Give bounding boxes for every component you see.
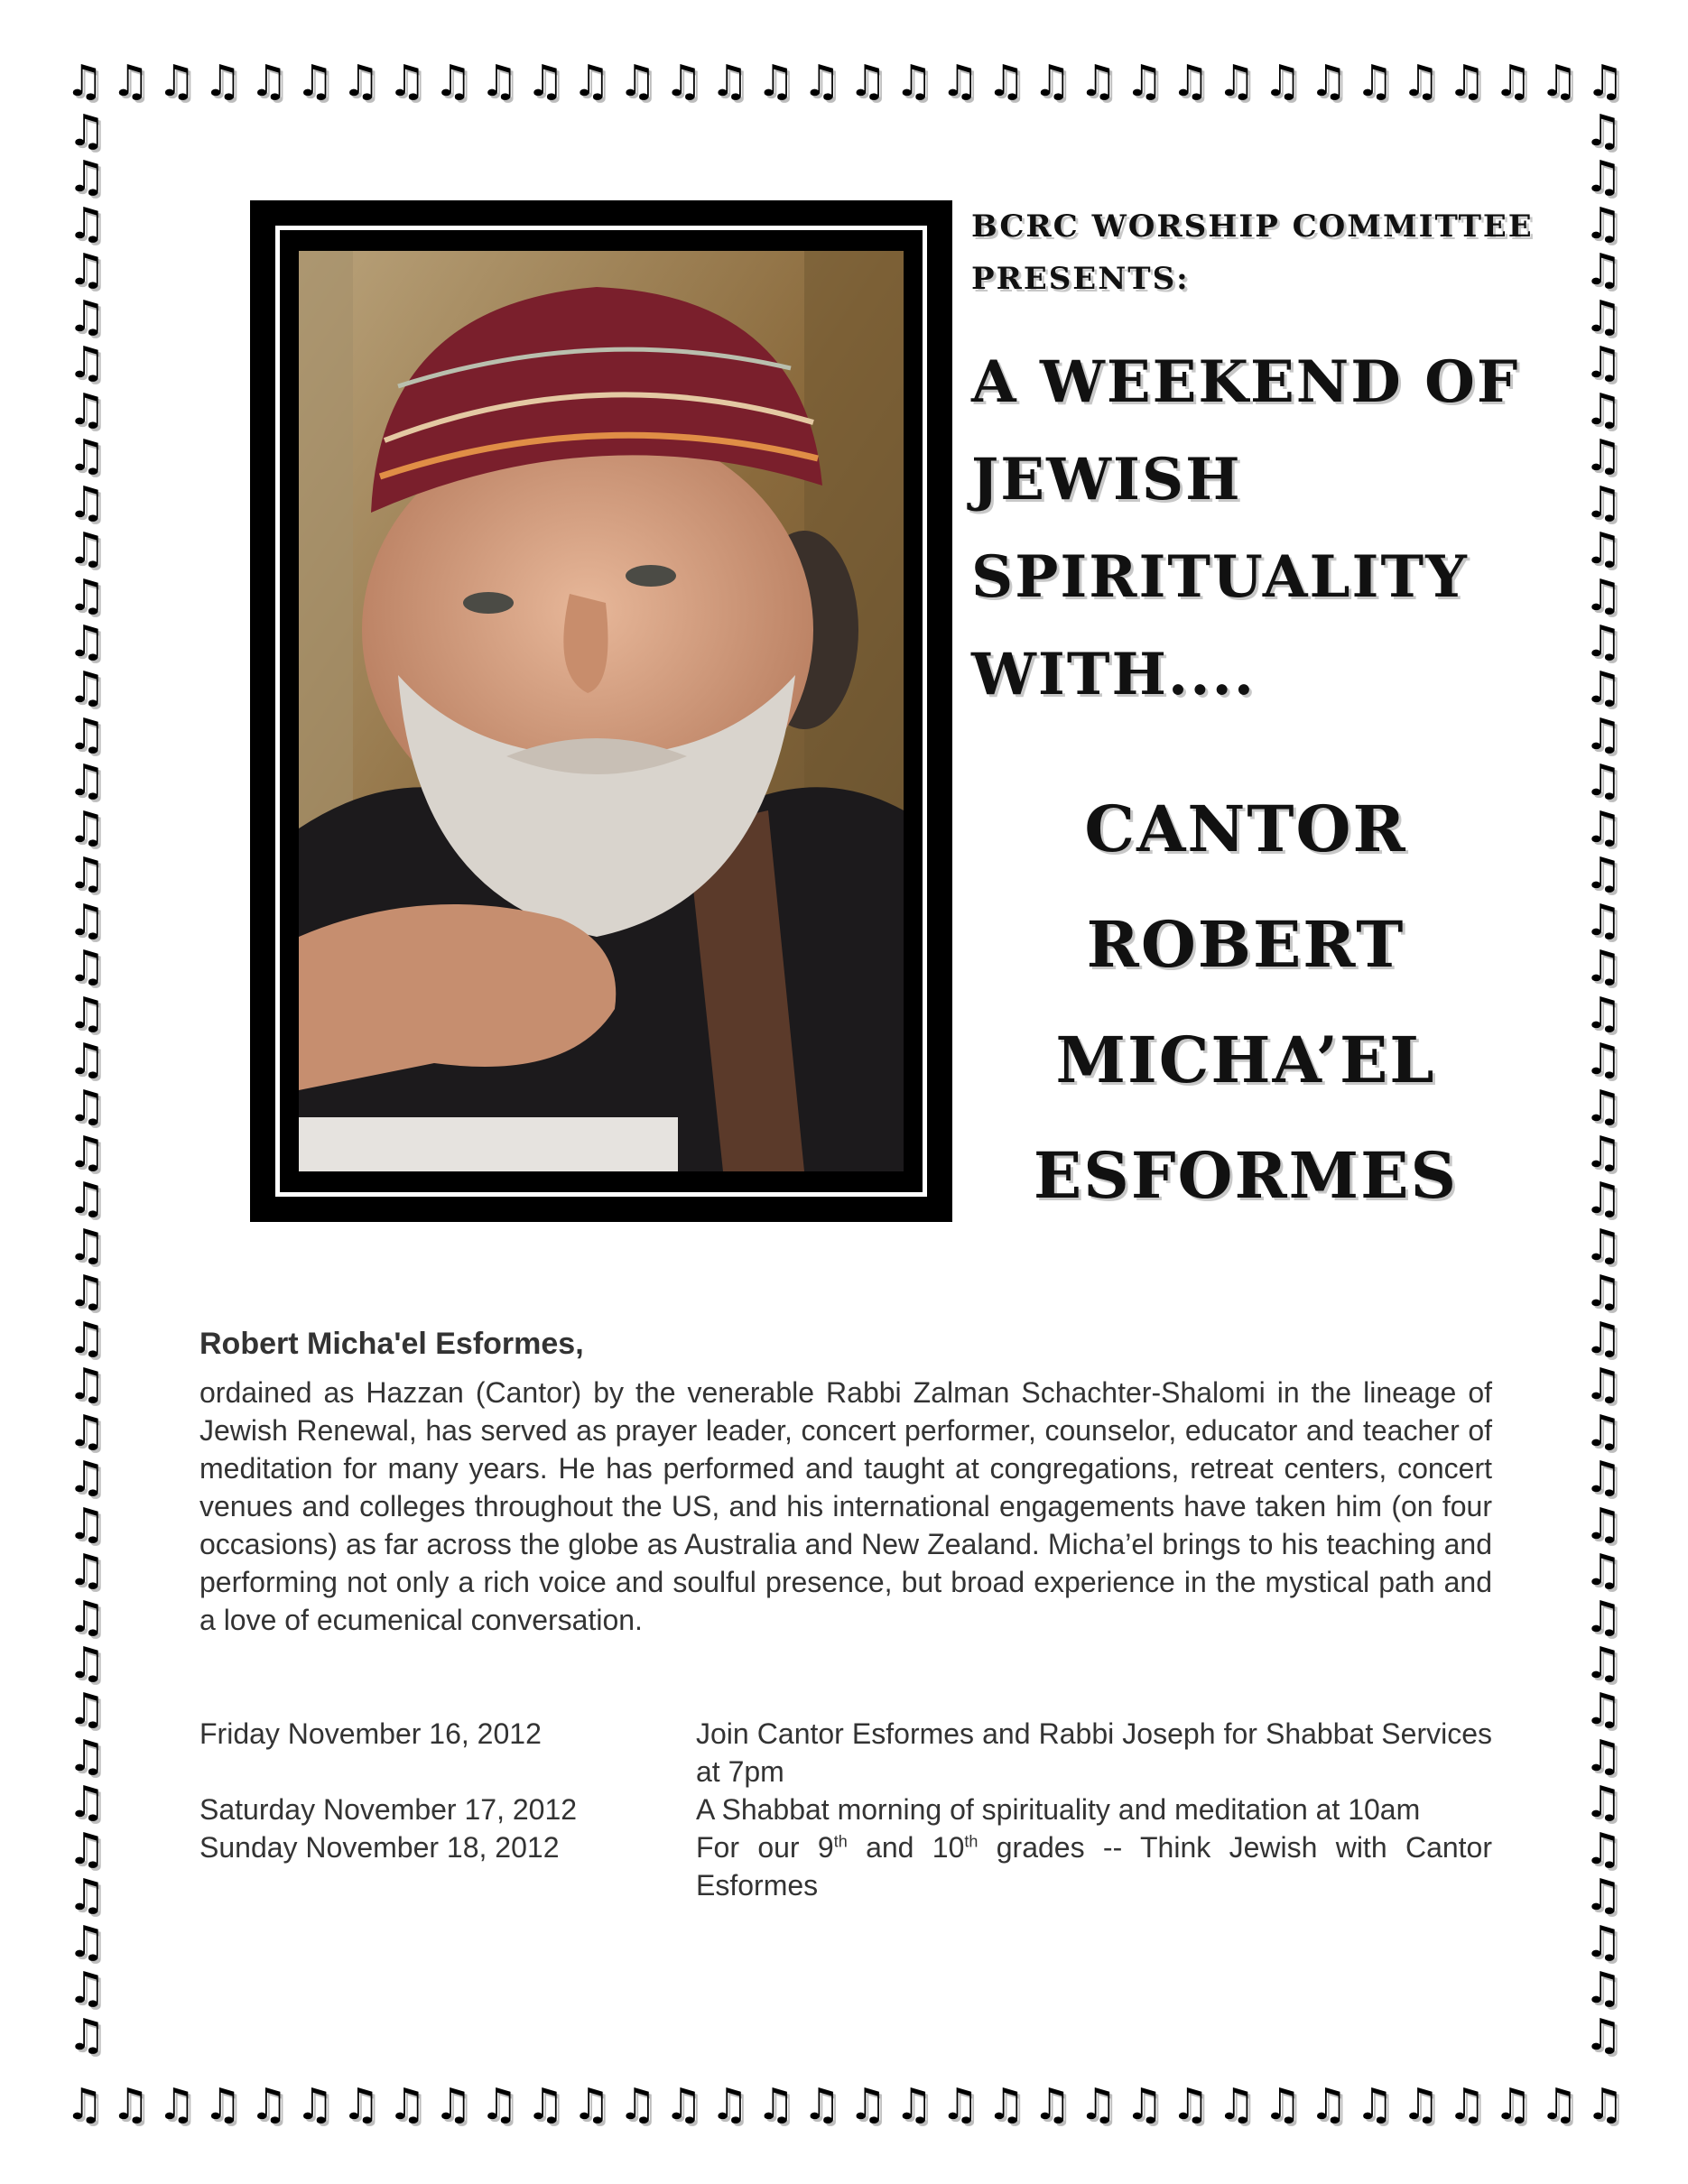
music-note-icon: ♫ [1583,1730,1623,1781]
music-note-icon: ♫ [67,1637,107,1689]
music-note-icon: ♫ [67,1870,107,1921]
music-note-icon: ♫ [1583,1777,1623,1828]
cantor-name [1011,772,1480,1234]
border-right [1578,108,1628,2058]
name-line-1: CANTOR [1084,791,1407,866]
music-note-icon: ♫ [67,1219,107,1271]
music-note-icon: ♫ [1583,152,1623,203]
event-date: Sunday November 18, 2012 [199,1831,560,1864]
music-note-icon: ♫ [249,56,289,106]
music-note-icon: ♫ [295,56,335,106]
music-note-icon: ♫ [1583,1498,1623,1550]
music-note-icon: ♫ [341,2079,381,2130]
music-note-icon: ♫ [67,1823,107,1874]
music-note-icon: ♫ [67,569,107,621]
music-note-icon: ♫ [571,56,611,106]
border-bottom [65,2079,1625,2130]
music-note-icon: ♫ [1583,1405,1623,1457]
music-note-icon: ♫ [848,56,887,106]
music-note-icon: ♫ [67,708,107,760]
music-note-icon: ♫ [67,338,107,389]
music-note-icon: ♫ [67,941,107,993]
music-note-icon: ♫ [67,152,107,203]
music-note-icon: ♫ [67,1266,107,1318]
music-note-icon: ♫ [67,245,107,296]
music-note-icon: ♫ [1583,291,1623,342]
event-title [971,334,1519,724]
music-note-icon: ♫ [67,1684,107,1735]
music-note-icon: ♫ [710,56,749,106]
music-note-icon: ♫ [1309,56,1349,106]
music-note-icon: ♫ [1583,430,1623,482]
music-note-icon: ♫ [617,2079,657,2130]
music-note-icon: ♫ [1583,1916,1623,1967]
music-note-icon: ♫ [1583,1684,1623,1735]
music-note-icon: ♫ [1171,56,1210,106]
music-note-icon: ♫ [1309,2079,1349,2130]
music-note-icon: ♫ [1032,2079,1072,2130]
event-desc-part-c: grades -- Think Jewish with Cantor Esformes [696,1831,1493,1902]
presenter-line-1: BCRC WORSHIP COMMITTEE [971,208,1534,245]
music-note-icon: ♫ [1355,2079,1395,2130]
music-note-icon: ♫ [1493,56,1533,106]
music-note-icon: ♫ [986,2079,1025,2130]
music-note-icon: ♫ [65,2079,105,2130]
music-note-icon: ♫ [1583,848,1623,900]
music-note-icon: ♫ [1447,56,1487,106]
music-note-icon: ♫ [67,1312,107,1364]
music-note-icon: ♫ [67,1777,107,1828]
music-note-icon: ♫ [525,56,565,106]
music-note-icon: ♫ [295,2079,335,2130]
music-note-icon: ♫ [67,1126,107,1178]
title-line-1: A WEEKEND OF [971,348,1520,416]
music-note-icon: ♫ [67,291,107,342]
music-note-icon: ♫ [802,2079,841,2130]
title-line-2: JEWISH [971,446,1242,514]
music-note-icon: ♫ [67,848,107,900]
music-note-icon: ♫ [1583,2009,1623,2058]
music-note-icon: ♫ [1539,2079,1579,2130]
music-note-icon: ♫ [1263,2079,1303,2130]
music-note-icon: ♫ [67,1080,107,1132]
music-note-icon: ♫ [802,56,841,106]
music-note-icon: ♫ [1171,2079,1210,2130]
bio-paragraph: ordained as Hazzan (Cantor) by the venerable Rabbi Zalman Schachter-Shalomi in the lineage of Jewish Renewal, has served as prayer leader, concert performer, counselor, educator and teacher of meditation for many years. He has performed and taught at congregations, retreat centers, concert venues and colleges throughout the US, and his international engagements have taken him (on four occasions) as far across the globe as Australia and New Zealand. Micha’el brings to his teaching and performing not only a rich voice and soulful presence, but broad experience in the mystical path and a love of ecumenical conversation. [199,1376,1492,1636]
music-note-icon: ♫ [479,2079,519,2130]
portrait-illustration [299,251,904,1171]
music-note-icon: ♫ [1583,941,1623,993]
music-note-icon: ♫ [1032,56,1072,106]
music-note-icon: ♫ [387,56,427,106]
event-desc-part-b: and 10 [847,1831,965,1864]
music-note-icon: ♫ [1539,56,1579,106]
music-note-icon: ♫ [67,108,107,156]
music-note-icon: ♫ [1583,662,1623,714]
music-note-icon: ♫ [203,56,243,106]
music-note-icon: ♫ [1263,56,1303,106]
music-note-icon: ♫ [940,2079,979,2130]
music-note-icon: ♫ [663,56,703,106]
music-note-icon: ♫ [65,56,105,106]
music-note-icon: ♫ [67,1545,107,1596]
music-note-icon: ♫ [1583,1126,1623,1178]
music-note-icon: ♫ [1583,1870,1623,1921]
border-left [61,108,112,2058]
music-note-icon: ♫ [67,2009,107,2058]
music-note-icon: ♫ [1583,477,1623,528]
music-note-icon: ♫ [1447,2079,1487,2130]
music-note-icon: ♫ [67,523,107,575]
event-row-friday [199,1715,1492,1791]
title-line-3: SPIRITUALITY [971,543,1469,611]
music-note-icon: ♫ [1583,569,1623,621]
music-note-icon: ♫ [1125,56,1164,106]
music-note-icon: ♫ [67,1730,107,1781]
music-note-icon: ♫ [67,477,107,528]
event-description [696,1828,1492,1904]
event-schedule [199,1715,1492,1904]
music-note-icon: ♫ [1583,615,1623,667]
music-note-icon: ♫ [1079,2079,1118,2130]
music-note-icon: ♫ [479,56,519,106]
music-note-icon: ♫ [433,56,473,106]
music-note-icon: ♫ [67,384,107,435]
presenter-line-2: PRESENTS: [971,261,1190,297]
music-note-icon: ♫ [940,56,979,106]
music-note-icon: ♫ [67,430,107,482]
music-note-icon: ♫ [157,56,197,106]
music-note-icon: ♫ [1079,56,1118,106]
music-note-icon: ♫ [249,2079,289,2130]
music-note-icon: ♫ [756,56,795,106]
music-note-icon: ♫ [1355,56,1395,106]
music-note-icon: ♫ [756,2079,795,2130]
music-note-icon: ♫ [1583,801,1623,853]
music-note-icon: ♫ [1583,1637,1623,1689]
music-note-icon: ♫ [1125,2079,1164,2130]
event-date: Saturday November 17, 2012 [199,1793,578,1826]
music-note-icon: ♫ [67,1963,107,2014]
music-note-icon: ♫ [341,56,381,106]
music-note-icon: ♫ [67,1359,107,1411]
music-note-icon: ♫ [571,2079,611,2130]
music-note-icon: ♫ [1401,56,1441,106]
event-row-saturday [199,1791,1492,1828]
music-note-icon: ♫ [67,1173,107,1225]
ordinal-suffix: th [833,1832,848,1851]
cantor-portrait-photo [299,251,904,1171]
music-note-icon: ♫ [1583,338,1623,389]
music-note-icon: ♫ [617,56,657,106]
music-note-icon: ♫ [1583,1823,1623,1874]
music-note-icon: ♫ [1583,1359,1623,1411]
presenter-heading [971,200,1534,305]
music-note-icon: ♫ [67,894,107,946]
music-note-icon: ♫ [1583,1312,1623,1364]
music-note-icon: ♫ [1493,2079,1533,2130]
music-note-icon: ♫ [710,2079,749,2130]
music-note-icon: ♫ [157,2079,197,2130]
music-note-icon: ♫ [1583,987,1623,1039]
music-note-icon: ♫ [525,2079,565,2130]
ordinal-suffix: th [964,1832,978,1851]
border-top [65,56,1625,106]
music-note-icon: ♫ [1583,1080,1623,1132]
music-note-icon: ♫ [1585,56,1625,106]
music-note-icon: ♫ [1583,523,1623,575]
music-note-icon: ♫ [1217,2079,1257,2130]
event-row-sunday [199,1828,1492,1904]
music-note-icon: ♫ [1583,198,1623,249]
music-note-icon: ♫ [67,1591,107,1643]
music-note-icon: ♫ [1401,2079,1441,2130]
music-note-icon: ♫ [67,1034,107,1086]
music-note-icon: ♫ [1583,755,1623,807]
music-note-icon: ♫ [67,1452,107,1504]
music-note-icon: ♫ [1583,1173,1623,1225]
music-note-icon: ♫ [1583,1591,1623,1643]
music-note-icon: ♫ [1583,1034,1623,1086]
music-note-icon: ♫ [1585,2079,1625,2130]
music-note-icon: ♫ [986,56,1025,106]
music-note-icon: ♫ [67,1405,107,1457]
music-note-icon: ♫ [663,2079,703,2130]
music-note-icon: ♫ [67,987,107,1039]
music-note-icon: ♫ [1583,1545,1623,1596]
name-line-3: MICHA’EL [1055,1023,1436,1097]
title-line-4: WITH.... [971,641,1257,708]
music-note-icon: ♫ [67,615,107,667]
music-note-icon: ♫ [1583,1963,1623,2014]
music-note-icon: ♫ [433,2079,473,2130]
name-line-4: ESFORMES [1033,1138,1459,1213]
event-date: Friday November 16, 2012 [199,1717,542,1750]
music-note-icon: ♫ [111,56,151,106]
event-description: Join Cantor Esformes and Rabbi Joseph for Shabbat Services at 7pm [696,1717,1492,1788]
music-note-icon: ♫ [1583,384,1623,435]
music-note-icon: ♫ [1583,1219,1623,1271]
music-note-icon: ♫ [67,662,107,714]
music-note-icon: ♫ [203,2079,243,2130]
music-note-icon: ♫ [894,2079,933,2130]
music-note-icon: ♫ [1583,108,1623,156]
music-note-icon: ♫ [1583,708,1623,760]
music-note-icon: ♫ [387,2079,427,2130]
music-note-icon: ♫ [848,2079,887,2130]
event-description: A Shabbat morning of spirituality and meditation at 10am [696,1793,1421,1826]
music-note-icon: ♫ [67,198,107,249]
bio-name: Robert Micha'el Esformes, [199,1327,584,1361]
music-note-icon: ♫ [67,755,107,807]
music-note-icon: ♫ [111,2079,151,2130]
event-desc-part-a: For our 9 [696,1831,834,1864]
music-note-icon: ♫ [1583,1452,1623,1504]
music-note-icon: ♫ [1217,56,1257,106]
name-line-2: ROBERT [1086,907,1405,982]
music-note-icon: ♫ [1583,1266,1623,1318]
music-note-icon: ♫ [1583,894,1623,946]
music-note-icon: ♫ [894,56,933,106]
music-note-icon: ♫ [67,1498,107,1550]
music-note-icon: ♫ [1583,245,1623,296]
music-note-icon: ♫ [67,1916,107,1967]
music-note-icon: ♫ [67,801,107,853]
photo-frame [250,200,952,1222]
